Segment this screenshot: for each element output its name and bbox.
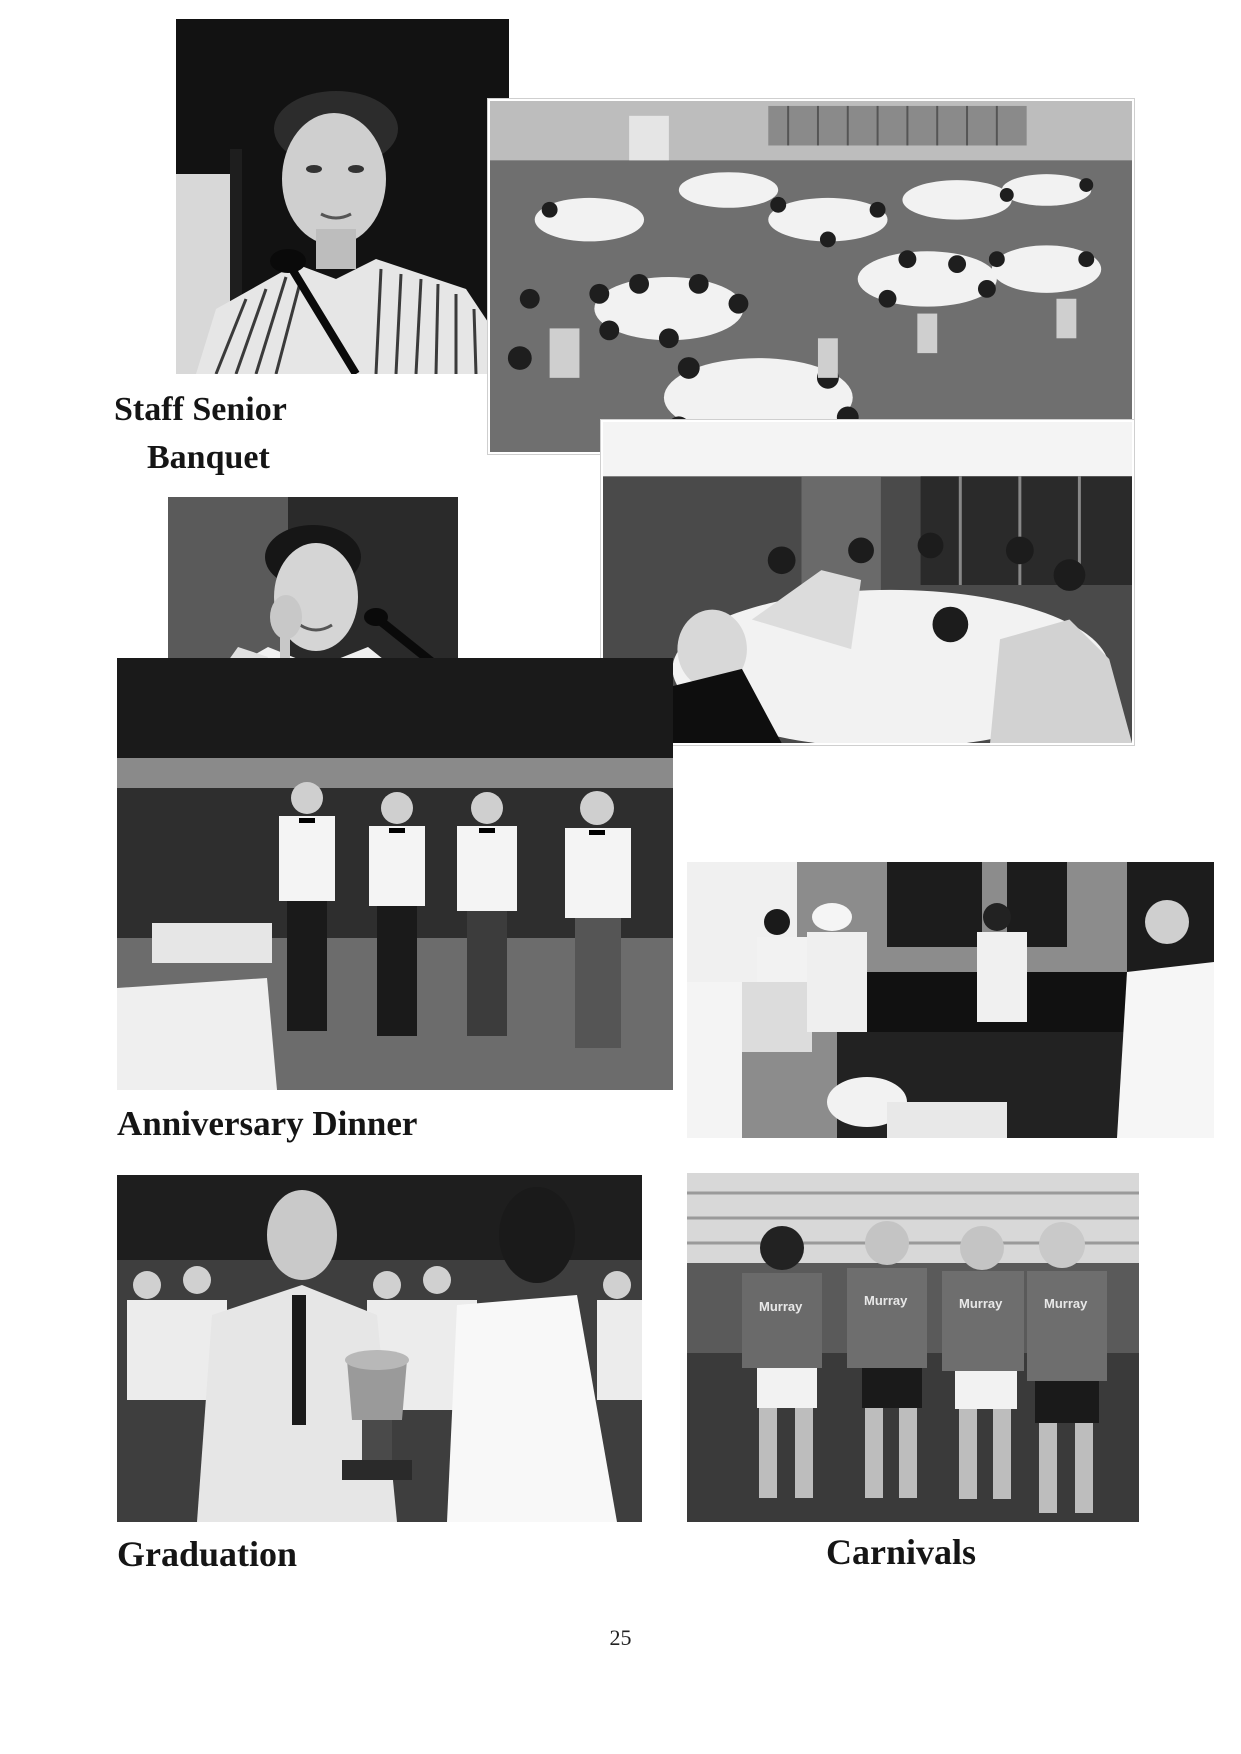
caption-carnivals: Carnivals bbox=[826, 1532, 977, 1572]
photo-waiters-bow-ties bbox=[117, 658, 673, 1090]
shirt-text: Murray bbox=[864, 1293, 908, 1308]
caption-staff-senior-banquet-line2: Banquet bbox=[147, 439, 270, 476]
shirt-text: Murray bbox=[759, 1299, 803, 1314]
photo-kitchen bbox=[687, 862, 1214, 1138]
photo-table-diners bbox=[601, 420, 1134, 745]
photo-carnivals-team bbox=[687, 1173, 1139, 1522]
caption-anniversary-dinner: Anniversary Dinner bbox=[117, 1104, 418, 1143]
photo-graduation-trophy bbox=[117, 1175, 642, 1522]
photo-banquet-hall bbox=[488, 99, 1134, 454]
caption-staff-senior-banquet-line1: Staff Senior bbox=[114, 391, 287, 428]
photo-speaker-microphone bbox=[176, 19, 509, 374]
page-number: 25 bbox=[609, 1625, 632, 1650]
shirt-text: Murray bbox=[1044, 1296, 1088, 1311]
shirt-text: Murray bbox=[959, 1296, 1003, 1311]
caption-graduation: Graduation bbox=[117, 1534, 298, 1574]
